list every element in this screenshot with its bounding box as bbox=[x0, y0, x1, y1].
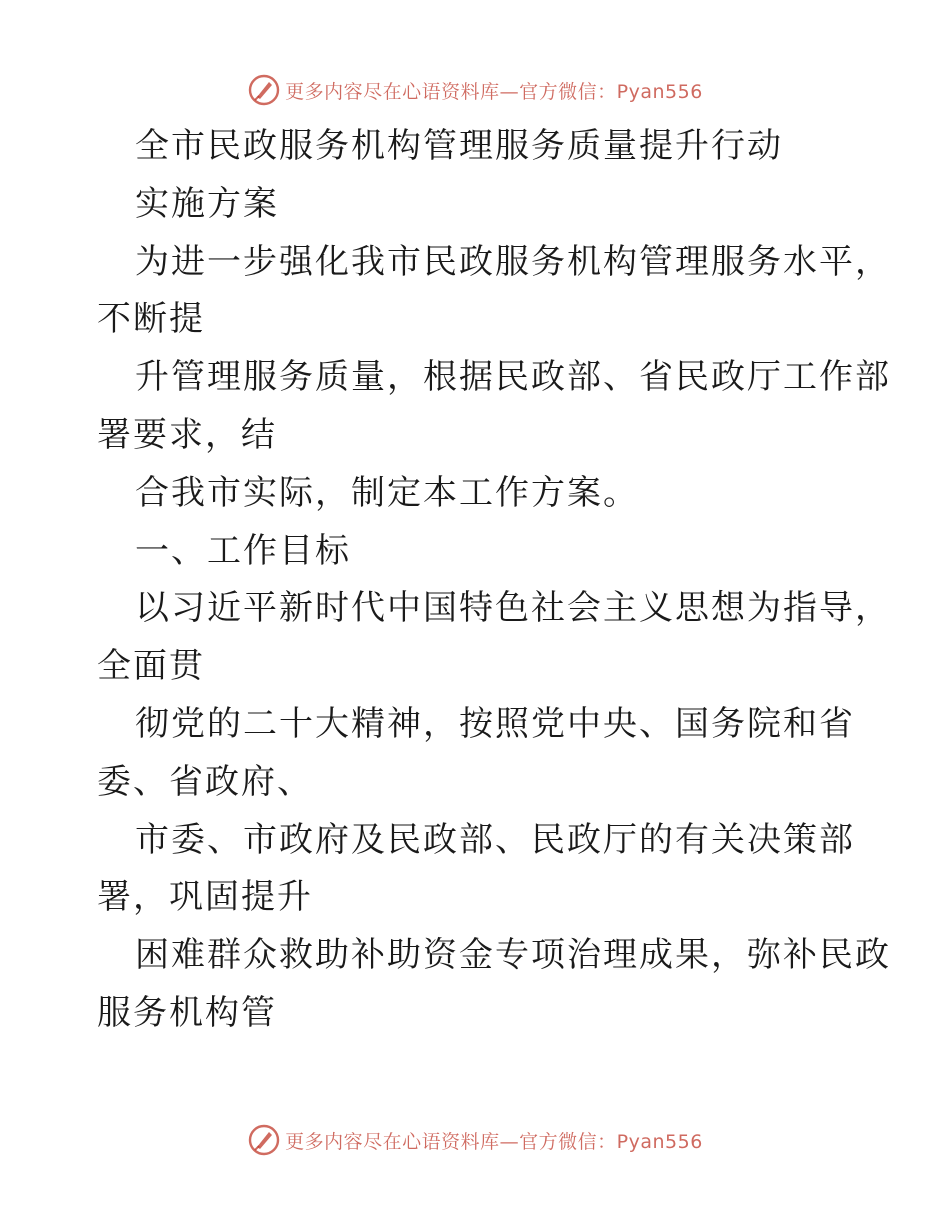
text-line: 困难群众救助补助资金专项治理成果，弥补民政 bbox=[135, 935, 891, 976]
text-line: 不断提 bbox=[97, 299, 205, 340]
text-line: 市委、市政府及民政部、民政厅的有关决策部 bbox=[135, 819, 855, 860]
watermark-header bbox=[0, 70, 950, 110]
quill-logo-icon bbox=[247, 73, 281, 107]
text-line: 署要求，结 bbox=[97, 414, 277, 455]
text-line: 彻党的二十大精神，按照党中央、国务院和省 bbox=[135, 703, 855, 744]
text-line: 一、工作目标 bbox=[135, 530, 351, 571]
watermark-wechat-id: Pyan556 bbox=[616, 80, 703, 103]
text-line: 以习近平新时代中国特色社会主义思想为指导， bbox=[135, 588, 891, 629]
text-line: 全面贯 bbox=[97, 646, 205, 687]
text-line: 升管理服务质量，根据民政部、省民政厅工作部 bbox=[135, 357, 891, 398]
watermark-text: 更多内容尽在心语资料库—官方微信：Pyan556 bbox=[285, 80, 703, 103]
quill-logo-icon bbox=[247, 1123, 281, 1157]
text-line: 实施方案 bbox=[135, 183, 279, 224]
text-line: 署，巩固提升 bbox=[97, 877, 313, 918]
text-line: 为进一步强化我市民政服务机构管理服务水平， bbox=[135, 241, 891, 282]
watermark-footer bbox=[0, 1120, 950, 1160]
text-line: 全市民政服务机构管理服务质量提升行动 bbox=[135, 126, 783, 166]
text-line: 委、省政府、 bbox=[97, 761, 313, 802]
document-body bbox=[97, 118, 891, 1043]
watermark-text: 更多内容尽在心语资料库—官方微信：Pyan556 bbox=[285, 1130, 703, 1153]
watermark-wechat-id: Pyan556 bbox=[616, 1130, 703, 1153]
text-line: 服务机构管 bbox=[97, 992, 277, 1033]
text-line: 合我市实际，制定本工作方案。 bbox=[135, 472, 639, 513]
